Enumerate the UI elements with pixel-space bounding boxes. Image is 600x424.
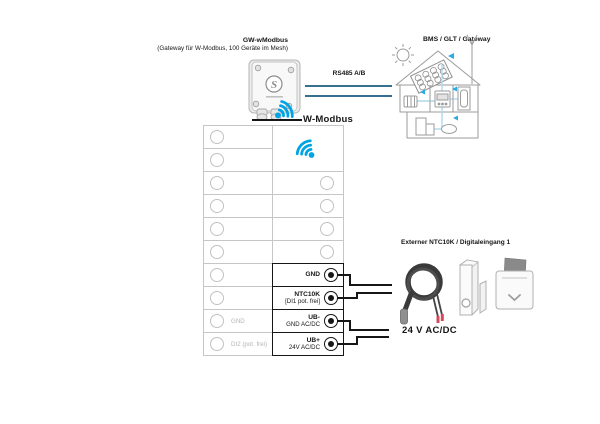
cell-wifi-icon xyxy=(293,134,323,164)
door-contact-image xyxy=(452,257,494,321)
terminal-row xyxy=(272,240,344,264)
terminal-row-di2 xyxy=(203,332,273,356)
terminal-circle xyxy=(210,199,224,213)
terminal-cell-label: GND xyxy=(305,271,320,279)
wmodbus-leader-line xyxy=(252,119,302,121)
wmodbus-radio-cell xyxy=(272,125,344,172)
terminal-contact-icon xyxy=(324,268,338,282)
device-subtitle: (Gateway für W-Modbus, 100 Geräte im Mesh) xyxy=(157,45,288,52)
terminal-circle xyxy=(210,245,224,259)
rs485-line-a xyxy=(305,85,392,87)
terminal-cell-ub-minus xyxy=(272,309,344,333)
keycard-switch-image xyxy=(493,257,537,313)
terminal-circle xyxy=(320,222,334,236)
building-illustration xyxy=(390,25,525,147)
power-label: 24 V AC/DC xyxy=(402,325,457,336)
terminal-row xyxy=(272,171,344,195)
sun-icon xyxy=(392,44,414,66)
external-heading: Externer NTC10K / Digitaleingang 1 xyxy=(401,239,511,246)
wire-ub-plus xyxy=(356,336,389,338)
terminal-label: DI2 (pot. frei) xyxy=(231,340,268,348)
rs485-line-b xyxy=(305,95,392,97)
terminal-cell-gnd xyxy=(272,263,344,287)
terminal-contact-icon xyxy=(324,314,338,328)
terminal-row xyxy=(203,217,273,241)
terminal-row xyxy=(203,171,273,195)
terminal-cell-ub-plus xyxy=(272,332,344,356)
wire-gnd xyxy=(349,284,392,286)
wire-ub-plus xyxy=(337,343,358,345)
terminal-circle xyxy=(210,337,224,351)
terminal-row xyxy=(203,148,273,172)
wire-ub-minus xyxy=(349,329,389,331)
device-title: GW-wModbus xyxy=(242,37,288,44)
terminal-circle xyxy=(210,314,224,328)
terminal-row xyxy=(203,286,273,310)
terminal-cell-label: UB- xyxy=(308,313,320,321)
terminal-circle xyxy=(210,291,224,305)
terminal-cell-label: UB+ xyxy=(306,336,320,344)
svg-text:S: S xyxy=(270,79,278,91)
wmodbus-label: W-Modbus xyxy=(303,114,353,125)
terminal-row xyxy=(272,194,344,218)
terminal-cell-label: NTC10K xyxy=(294,290,320,298)
terminal-row xyxy=(272,217,344,241)
cable-probe-image xyxy=(397,252,449,327)
terminal-circle xyxy=(210,176,224,190)
terminal-cell-sublabel: GND AC/DC xyxy=(286,321,320,328)
header xyxy=(130,37,288,53)
terminal-circle xyxy=(320,199,334,213)
terminal-circle xyxy=(320,176,334,190)
wire-ntc10k xyxy=(356,292,392,294)
terminal-circle xyxy=(210,153,224,167)
terminal-cell-ntc10k xyxy=(272,286,344,310)
terminal-row xyxy=(203,194,273,218)
rs485-label: RS485 A/B xyxy=(332,70,366,77)
terminal-circle xyxy=(210,130,224,144)
terminal-circle xyxy=(210,222,224,236)
terminal-cell-sublabel: [DI1 pot. frei] xyxy=(285,298,320,305)
terminal-circle xyxy=(320,245,334,259)
bms-label: BMS / GLT / Gateway xyxy=(423,36,491,43)
terminal-label: GND xyxy=(231,317,245,325)
terminal-cell-sublabel: 24V AC/DC xyxy=(288,344,320,351)
wire-ntc10k xyxy=(337,297,358,299)
terminal-circle xyxy=(210,268,224,282)
terminal-row xyxy=(203,125,273,149)
terminal-row xyxy=(203,240,273,264)
terminal-row xyxy=(203,263,273,287)
terminal-contact-icon xyxy=(324,337,338,351)
terminal-row-gnd xyxy=(203,309,273,333)
brand-logo-icon xyxy=(266,76,282,92)
terminal-contact-icon xyxy=(324,291,338,305)
